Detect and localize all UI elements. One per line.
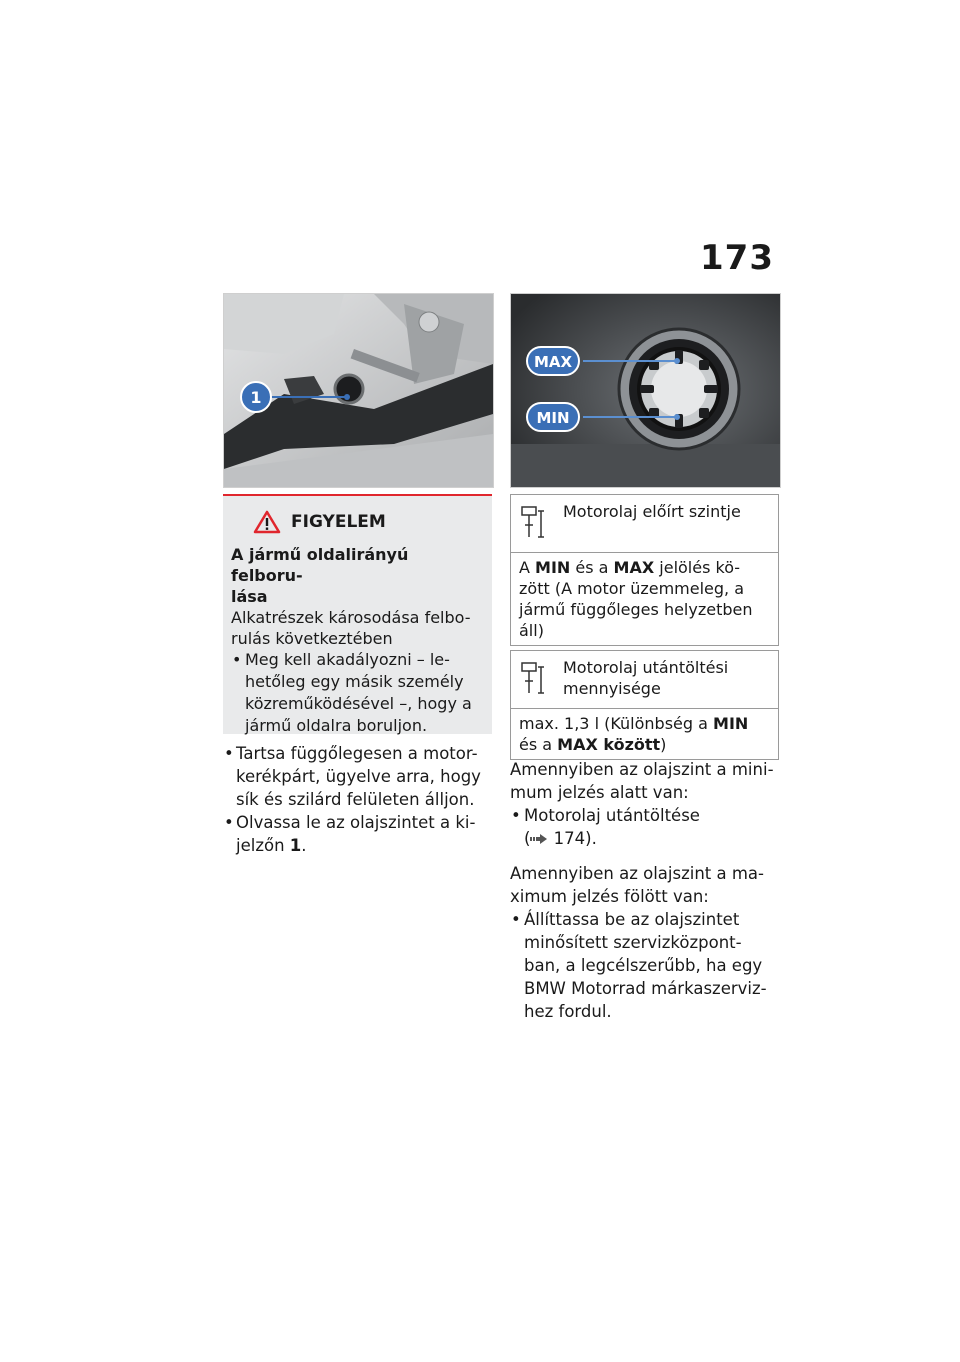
b1-reference[interactable]: ( 174).: [524, 829, 597, 848]
p2-line2: ximum jelzés fölött van:: [510, 887, 709, 906]
callout-1-label: 1: [250, 388, 262, 407]
b2-line2: minősített szervizközpont-: [524, 933, 742, 952]
bullet-dot-icon: •: [232, 650, 242, 669]
bullet-dot-icon: •: [224, 744, 234, 763]
warning-text-line1: Alkatrészek károsodása felbo-: [231, 608, 471, 627]
warning-subtitle-line2: lása: [231, 587, 268, 606]
warning-bullet: [231, 649, 484, 737]
spec1-text-a: A: [519, 558, 536, 577]
spec1-text-c: jelölés kö-: [654, 558, 741, 577]
step-item: [223, 811, 495, 857]
spec1-line4: áll): [519, 621, 544, 640]
warning-header: [253, 510, 484, 534]
spec2-text-a: max. 1,3 l (Különbség a: [519, 714, 714, 733]
warning-bullet-line1: Meg kell akadályozni – le-: [245, 650, 450, 669]
step1-line3: sík és szilárd felületen álljon.: [236, 790, 475, 809]
spec1-line3: jármű függőleges helyzetben: [519, 600, 753, 619]
warning-bullet-line4: jármű oldalra boruljon.: [245, 716, 428, 735]
adjust-step: [510, 908, 782, 1023]
b2-line5: hez fordul.: [524, 1002, 612, 1021]
sight-glass-photo: [510, 293, 781, 488]
step1-line1: Tartsa függőlegesen a motor-: [236, 744, 478, 763]
step2-line2-end: .: [301, 836, 307, 855]
b1-line1: Motorolaj utántöltése: [524, 806, 700, 825]
engine-illustration: [224, 294, 493, 487]
oil-dipstick-icon: [519, 661, 555, 700]
spec2-label-line1: Motorolaj utántöltési: [563, 658, 729, 677]
spec-header: [511, 651, 778, 709]
spec1-min: MIN: [535, 558, 571, 577]
spec-oil-refill: [510, 650, 779, 760]
b2-line1: Állíttassa be az olajszintet: [524, 910, 740, 929]
step2-line2-text: jelzőn: [236, 836, 290, 855]
left-steps: [223, 742, 495, 857]
bullet-dot-icon: •: [511, 910, 521, 929]
spec-oil-level: [510, 494, 779, 646]
min-label: MIN: [536, 409, 570, 427]
refill-step: [510, 804, 782, 850]
warning-triangle-icon: [253, 510, 281, 534]
p2-line1: Amennyiben az olajszint a ma-: [510, 864, 765, 883]
max-label: MAX: [533, 353, 573, 371]
engine-photo: [223, 293, 494, 488]
spec2-text-c: ): [660, 735, 667, 754]
warning-box: [223, 494, 492, 734]
warning-subtitle-line1: A jármű oldalirányú felboru-: [231, 545, 409, 585]
b2-line3: ban, a legcélszerűbb, ha egy: [524, 956, 763, 975]
b1-ref-page: 174).: [548, 829, 597, 848]
step2-ref-number: 1: [289, 836, 302, 855]
spec1-line2: zött (A motor üzemmeleg, a: [519, 579, 745, 598]
page-reference-arrow-icon: [530, 834, 548, 844]
right-instructions: [510, 758, 782, 1023]
spec1-value: [511, 553, 778, 645]
bullet-dot-icon: •: [511, 806, 521, 825]
spec1-label: Motorolaj előírt szintje: [563, 502, 741, 521]
page-number: 173: [700, 238, 774, 278]
p1-line2: mum jelzés alatt van:: [510, 783, 689, 802]
spec1-text-b: és a: [570, 558, 614, 577]
oil-dipstick-icon: [519, 505, 555, 544]
spec-header: [511, 495, 778, 553]
step2-line1: Olvassa le az olajszintet a ki-: [236, 813, 476, 832]
warning-title: FIGYELEM: [291, 512, 386, 532]
sight-glass-illustration: [511, 294, 780, 487]
spec2-min: MIN: [713, 714, 749, 733]
spec1-max: MAX: [613, 558, 655, 577]
warning-bullet-line3: közreműködésével –, hogy a: [245, 694, 472, 713]
step2-line2: [236, 834, 495, 857]
warning-bullet-line2: hetőleg egy másik személy: [245, 672, 464, 691]
p1-line1: Amennyiben az olajszint a mini-: [510, 760, 774, 779]
spec2-label: [555, 657, 772, 700]
spec2-text-b: és a: [519, 735, 558, 754]
warning-text-line2: rulás következtében: [231, 629, 393, 648]
spec2-value: [511, 709, 778, 759]
spec2-max-between: MAX között: [557, 735, 661, 754]
step-item: [223, 742, 495, 811]
bullet-dot-icon: •: [224, 813, 234, 832]
step1-line2: kerékpárt, ügyelve arra, hogy: [236, 767, 481, 786]
spec2-label-line2: mennyisége: [563, 679, 661, 698]
b2-line4: BMW Motorrad márkaszerviz-: [524, 979, 767, 998]
